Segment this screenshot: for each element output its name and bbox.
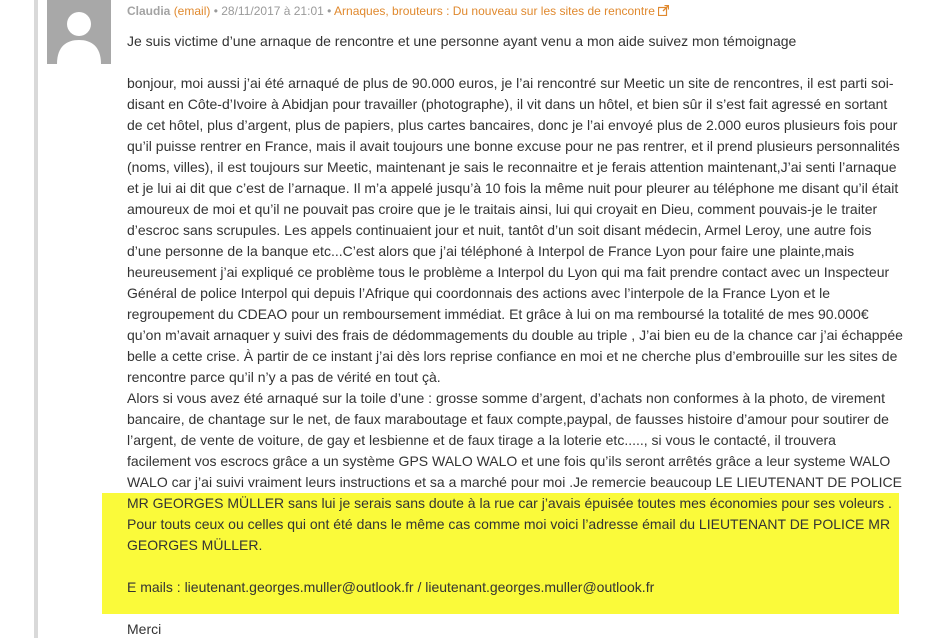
article-link-label: Arnaques, brouteurs : Du nouveau sur les sites de rencontre [334,4,655,18]
comment-line: rencontre parce qu’il n’y a pas de vérité en tout çà. [127,369,441,385]
comment-date: 28/11/2017 à 21:01 [221,4,324,18]
comment-line: qu’on m’avait arnaquer y suivi des frais de dédommagements du double au triple , J’ai bien eu de la chance car j’ai échappée [127,327,903,343]
author-email-link[interactable]: (email) [173,4,211,18]
comment-line: l’argent, de vente de voiture, de gay et lesbienne et de faux tirage a la loterie etc....., si vous le contacté, il trouvera [127,432,836,448]
thread-indent-bar [34,0,38,638]
meta-separator: • [213,4,218,18]
external-link-icon [658,5,669,19]
comment-line: bancaire, de chantage sur le net, de faux maraboutage et faux compte,paypal, de fausses histoire d’amour pour soutirer de [127,411,889,427]
comment-line: MR GEORGES MÜLLER sans lui je serais sans doute à la rue car j’avais épuisée toutes mes économies pour ses voleurs . [127,495,892,511]
comment-line: heureusement j’ai expliqué ce problème tous le problème a Interpol du Lyon qui ma fait prendre contact avec un Inspecteur [127,264,890,280]
comment-line: et je lui ai dit que c’est de l’arnaque. Il m’a appelé jusqu’à 10 fois la même nuit pour pleurer au téléphone me disant qu’il était [127,180,899,196]
comment-line: d’une personne de la banque etc...C’est alors que j’ai téléphoné à Interpol de France Lyon pour faire une plainte,mais [127,243,855,259]
comment-line: bonjour, moi aussi j’ai été arnaqué de plus de 90.000 euros, je l’ai rencontré sur Meetic un site de rencontres, il est parti soi- [127,75,894,91]
comment-line: (noms, villes), il est toujours sur Meetic, maintenant je sais le reconnaitre et je ferais attention maintenant,J’ai senti l’arnaque [127,159,897,175]
comment-line: Pour touts ceux ou celles qui ont été dans le même cas comme moi voici l’adresse émail du LIEUTENANT DE POLICE MR [127,516,891,532]
comment-line: d’escroc sans scrupules. Les appels continuaient jour et nuit, tantôt d’un soit disant médecin, Armel Leroy, une autre fois [127,222,872,238]
email-addresses: E mails : lieutenant.georges.muller@outlook.fr / lieutenant.georges.muller@outlook.fr [127,579,655,595]
comment-line: WALO car j’ai suivi vraiment leurs instructions et sa a marché pour moi .Je remercie beaucoup LE LIEUTENANT DE POLICE [127,474,902,490]
comment-line: qu’il puisse rentrer en France, mais il avait toujours une bonne excuse pour ne pas rentrer, et il prend plusieurs personnalités [127,138,900,154]
comment-closing: Merci [127,621,162,637]
comment-meta [127,4,669,19]
comment-author: Claudia [127,4,171,18]
article-link[interactable] [334,4,669,18]
comment-line: amoureux de moi et qu’il ne pouvait pas croire que je le traitais ainsi, lui qui croyait en Dieu, comment pouvais-je le traiter [127,201,878,217]
comment-line: GEORGES MÜLLER. [127,537,263,553]
comment-line: regroupement du CDEAO pour un remboursement immédiat. Et grâce à lui on ma remboursé la totalité de mes 90.000€ [127,306,869,322]
comment-line: belle a cette crise. À partir de ce instant j’ai dès lors reprise confiance en moi et ne cherche plus d’embrouille sur les sites de [127,348,898,364]
comment-line: disant en Côte-d’Ivoire à Abidjan pour travailler (photographe), il vit dans un hôtel, et bien sûr il s’est fait agressé en sortant [127,96,888,112]
comment-line: Alors si vous avez été arnaqué sur la toile d’une : grosse somme d’argent, d’achats non conformes à la photo, de virement [127,390,885,406]
avatar [47,0,111,64]
comment-line: facilement vos escrocs grâce a un système GPS WALO WALO et une fois qu’ils seront arrêtés grâce a leur systeme WALO [127,453,891,469]
default-user-avatar-icon [47,0,111,64]
meta-separator: • [327,4,332,18]
comment-line: de cet hôtel, plus d’argent, plus de papiers, plus cartes bancaires, donc je l’ai envoyé plus de 2.000 euros plusieurs fois pour [127,117,898,133]
comment-body [127,31,917,640]
comment-intro: Je suis victime d’une arnaque de rencontre et une personne ayant venu a mon aide suivez mon témoignage [127,33,797,49]
comment-line: Général de police Interpol qui depuis l’Afrique qui coordonnais des actions avec l’interpole de la France Lyon et le [127,285,831,301]
